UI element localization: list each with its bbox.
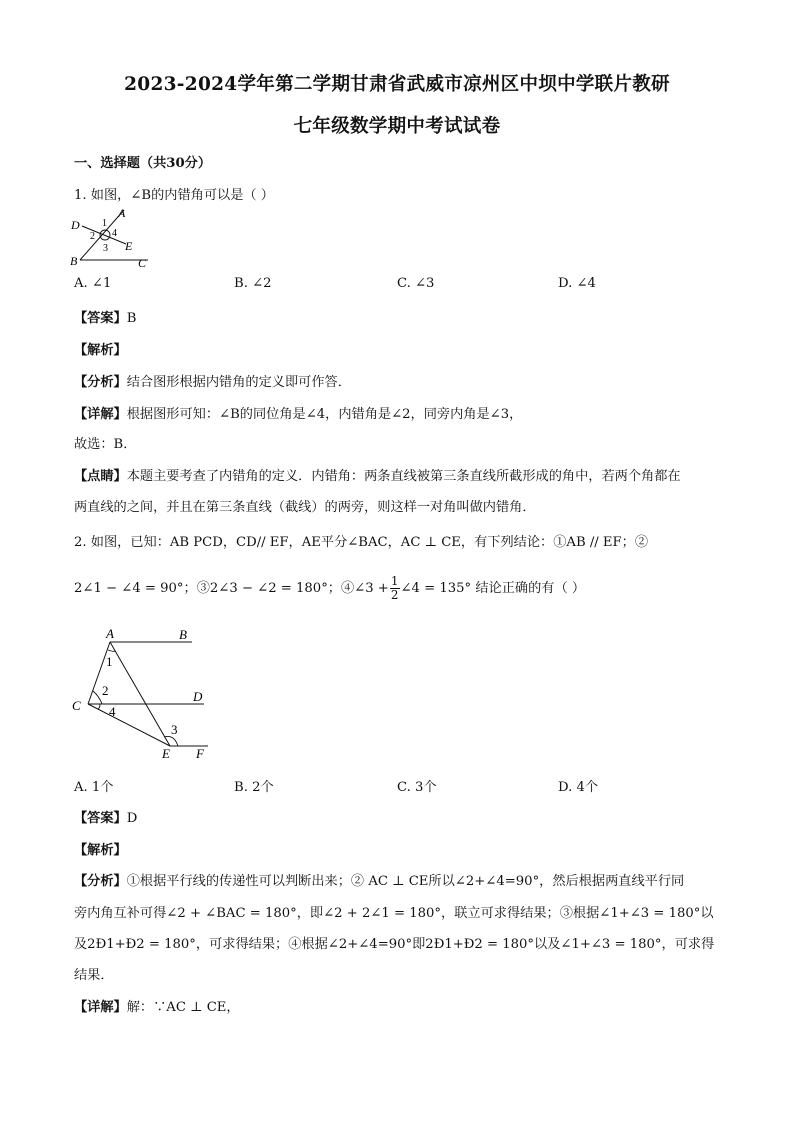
q1-answer-line (74, 307, 136, 326)
q1-stem: 1. 如图，∠B的内错角可以是（ ） (74, 188, 274, 203)
q2-label-e: E (162, 746, 170, 761)
q2-label-f: F (196, 746, 204, 761)
q2-fenxi-tag: 【分析】 (74, 874, 127, 889)
q2-frac-den: 2 (390, 588, 399, 602)
q1-option-d: D. ∠4 (558, 276, 596, 291)
q2-analysis-tag: 【解析】 (74, 843, 127, 858)
q1-label-b: B (70, 254, 78, 268)
q2-label-2: 2 (102, 683, 109, 698)
q1-fenxi-line (74, 371, 351, 390)
exam-title: 2023-2024学年第二学期甘肃省武威市凉州区中坝中学联片教研 (124, 74, 670, 95)
q2-answer-line (74, 807, 137, 826)
q2-label-b: B (179, 627, 187, 642)
q2-label-d: D (193, 689, 203, 704)
q2-figure (66, 624, 216, 764)
q1-label-c: C (138, 256, 147, 270)
q1-figure (68, 204, 158, 270)
q2-option-b: B. 2个 (234, 780, 274, 795)
q1-label-d: D (71, 218, 80, 232)
q2-label-a: A (106, 626, 114, 641)
q2-label-c: C (72, 698, 81, 713)
q2-fenxi-line3: 及2Ð1+Ð2 = 180°，可求得结果；④根据∠2+∠4=90°即2Ð1+Ð2 = 180°以及∠1+∠3 = 180°，可求得 (74, 937, 715, 952)
q1-dianjing-tag: 【点睛】 (74, 469, 127, 484)
q2-fenxi-line2: 旁内角互补可得∠2 + ∠BAC = 180°，即∠2 + 2∠1 = 180°，联立可求得结果；③根据∠1+∠3 = 180°以 (74, 906, 714, 921)
exam-subtitle: 七年级数学期中考试试卷 (293, 116, 501, 137)
q1-xiangjie: 根据图形可知：∠B的同位角是∠4，内错角是∠2，同旁内角是∠3， (126, 407, 523, 422)
q1-label-4: 4 (112, 228, 117, 239)
q2-arc-1 (108, 650, 115, 651)
q1-xiangjie-line (74, 403, 522, 422)
q2-fenxi-line1 (74, 870, 684, 889)
q2-stem-1: 2. 如图，已知：AB PCD，CD// EF，AE平分∠BAC，AC ⊥ CE，有下列结论：①AB // EF；② (74, 535, 649, 550)
q2-xiangjie-line (74, 996, 240, 1015)
q1-dianjing-line1 (74, 465, 681, 484)
q1-option-c: C. ∠3 (397, 276, 435, 291)
q2-label-1: 1 (106, 654, 113, 669)
q2-stem-2 (74, 575, 585, 602)
q1-label-3: 3 (103, 243, 108, 254)
q2-option-c: C. 3个 (397, 780, 437, 795)
q2-option-d: D. 4个 (558, 780, 599, 795)
q2-fenxi-1: ①根据平行线的传递性可以判断出来；② AC ⊥ CE所以∠2+∠4=90°，然后根据两直线平行同 (126, 874, 685, 889)
q1-option-a: A. ∠1 (74, 276, 112, 291)
q1-answer-tag: 【答案】 (74, 311, 127, 326)
q2-xiangjie-tag: 【详解】 (74, 1000, 127, 1015)
q2-arc-4 (98, 704, 100, 709)
q1-label-e: E (125, 239, 133, 253)
q2-answer-tag: 【答案】 (74, 811, 127, 826)
q1-xiangjie-tag: 【详解】 (74, 407, 127, 422)
q1-option-b: B. ∠2 (234, 276, 272, 291)
q2-arc-2 (93, 691, 102, 704)
q1-label-a: A (118, 206, 126, 220)
q2-label-3: 3 (171, 722, 178, 737)
q2-frac-num: 1 (390, 574, 399, 588)
q1-label-1: 1 (102, 218, 107, 229)
q2-stem-2b: ∠4 = 135° 结论正确的有（ ） (400, 581, 586, 596)
q1-dianjing-line2: 两直线的之间，并且在第三条直线（截线）的两旁，则这样一对角叫做内错角． (74, 500, 536, 515)
q1-dianjing-1: 本题主要考查了内错角的定义．内错角：两条直线被第三条直线所截形成的角中，若两个角都在 (126, 469, 681, 484)
q2-stem-2a: 2∠1 − ∠4 = 90°；③2∠3 − ∠2 = 180°；④∠3 + (74, 581, 389, 596)
q2-answer: D (126, 811, 138, 826)
q2-label-4: 4 (109, 704, 116, 719)
q1-label-2: 2 (90, 231, 95, 242)
q2-option-a: A. 1个 (74, 780, 114, 795)
q1-fenxi-tag: 【分析】 (74, 375, 127, 390)
q2-xiangjie: 解：∵AC ⊥ CE， (126, 1000, 240, 1015)
q1-analysis-tag: 【解析】 (74, 343, 127, 358)
q1-guxuan: 故选：B． (74, 437, 137, 452)
q2-fenxi-line4: 结果． (74, 968, 114, 983)
q1-answer: B (126, 311, 137, 326)
q1-fenxi: 结合图形根据内错角的定义即可作答． (126, 375, 351, 390)
section-heading: 一、选择题（共30分） (74, 156, 212, 171)
q2-fraction-half (390, 575, 400, 602)
